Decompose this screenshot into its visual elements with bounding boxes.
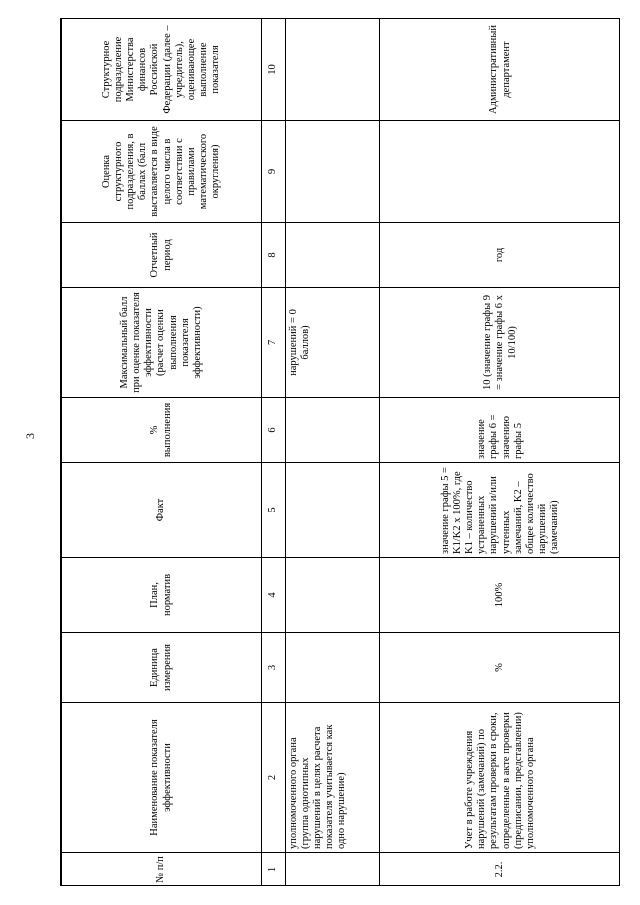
colnum-8: 8 [262, 223, 286, 288]
continued-score [286, 121, 380, 223]
row-2-2-num: 2.2. [380, 853, 621, 887]
rotated-table-frame [61, 19, 620, 886]
header-col-4: План, норматив [62, 558, 262, 633]
header-col-6: % выполнения [62, 398, 262, 463]
header-col-3: Единица измерения [62, 633, 262, 703]
row-2-2-score [380, 121, 621, 223]
colnum-7: 7 [262, 288, 286, 398]
indicator-table [61, 18, 620, 886]
continued-department [286, 19, 380, 121]
column-number-row [262, 19, 286, 887]
header-col-7: Максимальный балл при оценке показателя эффективности (расчет оценки выполнения показателя эффективности) [62, 288, 262, 398]
continued-percent [286, 398, 380, 463]
page-number: 3 [23, 433, 37, 439]
continued-indicator-name: уполномоченного органа (группа однотипных нарушений в целях расчета показателя учитывается как одно нарушение) [286, 703, 380, 853]
header-col-9: Оценка структурного подразделения, в баллах (балл выставляется в виде целого числа в соответствии с правилами математического округления) [62, 121, 262, 223]
colnum-3: 3 [262, 633, 286, 703]
colnum-9: 9 [262, 121, 286, 223]
row-2-2-fact: значение графы 5 = K1/K2 x 100%, где K1 – количество устраненных нарушений и/или учтенных замечаний, K2 – общее количество нарушений (замечаний) [380, 463, 621, 558]
colnum-4: 4 [262, 558, 286, 633]
colnum-10: 10 [262, 19, 286, 121]
row-2-2-percent: значение графы 6 = значению графы 5 [380, 398, 621, 463]
header-col-5: Факт [62, 463, 262, 558]
header-row [62, 19, 262, 887]
row-2-2-plan: 100% [380, 558, 621, 633]
row-2-2-department: Административный департамент [380, 19, 621, 121]
continued-num [286, 853, 380, 887]
continued-unit [286, 633, 380, 703]
colnum-5: 5 [262, 463, 286, 558]
continued-fact [286, 463, 380, 558]
header-col-1: № п/п [62, 853, 262, 887]
continued-max-score: нарушений = 0 баллов) [286, 288, 380, 398]
header-col-8: Отчетный период [62, 223, 262, 288]
colnum-6: 6 [262, 398, 286, 463]
row-2-2-indicator-name: Учет в работе учреждения нарушений (замечаний) по результатам проверки в сроки, определенные в акте проверки (предписании, представлении) уполномоченного органа [380, 703, 621, 853]
colnum-2: 2 [262, 703, 286, 853]
continued-period [286, 223, 380, 288]
row-2-2-unit: % [380, 633, 621, 703]
indicator-table-container [60, 18, 620, 886]
continued-plan [286, 558, 380, 633]
header-col-2: Наименование показателя эффективности [62, 703, 262, 853]
table-row-2-2 [380, 19, 621, 887]
colnum-1: 1 [262, 853, 286, 887]
row-2-2-period: год [380, 223, 621, 288]
header-col-10: Структурное подразделение Министерства финансов Российской Федерации (далее – учредитель), оценивающее выполнение показателя [62, 19, 262, 121]
table-row-continued [286, 19, 380, 887]
row-2-2-max-score: 10 (значение графы 9 = значение графы 6 x 10/100) [380, 288, 621, 398]
